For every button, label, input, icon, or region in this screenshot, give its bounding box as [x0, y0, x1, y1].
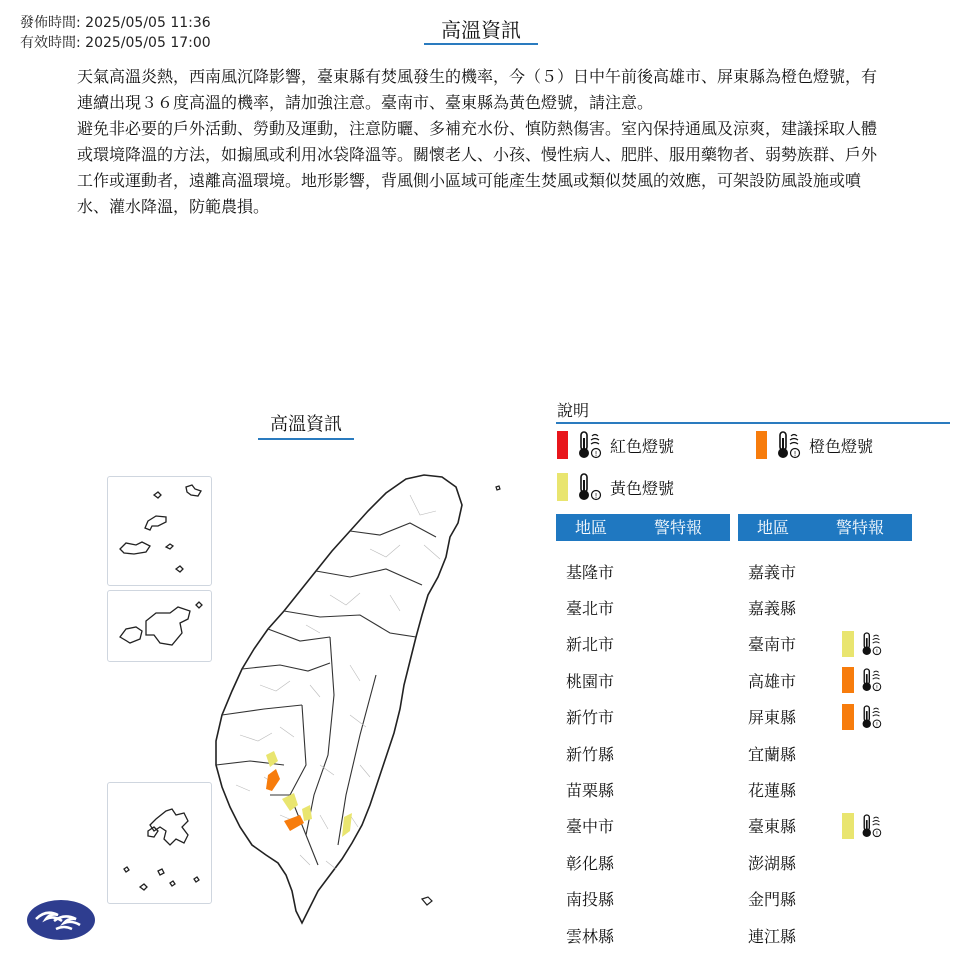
svg-text:!: !	[875, 685, 879, 692]
region-name: 金門縣	[748, 890, 797, 910]
thermometer-fire-icon	[775, 430, 801, 460]
table-row	[566, 847, 646, 877]
thermometer-fire-icon	[860, 812, 882, 840]
red-swatch	[557, 431, 568, 459]
orange-swatch	[756, 431, 767, 459]
table-row	[566, 592, 646, 622]
table-row	[748, 629, 882, 659]
svg-text:!: !	[793, 450, 797, 458]
warning-indicator	[842, 812, 882, 840]
region-name: 彰化縣	[566, 853, 615, 873]
advisory-text	[77, 64, 887, 220]
region-name: 桃園市	[566, 671, 615, 691]
table-row	[748, 702, 882, 732]
region-name: 臺南市	[748, 635, 797, 655]
table-row	[748, 920, 828, 950]
table-header-right	[738, 514, 912, 541]
column-region-left: 地區	[574, 518, 607, 537]
table-row	[748, 811, 882, 841]
thermometer-fire-icon	[576, 430, 602, 460]
svg-text:!: !	[875, 831, 879, 838]
table-row	[566, 702, 646, 732]
region-name: 澎湖縣	[748, 853, 797, 873]
matsu-inset	[107, 476, 212, 586]
region-name: 嘉義市	[748, 562, 797, 582]
taiwan-map	[210, 465, 510, 935]
penghu-inset	[107, 782, 212, 904]
table-row	[748, 738, 828, 768]
advisory-paragraph-2: 避免非必要的戶外活動、勞動及運動，注意防曬、多補充水份、慎防熱傷害。室內保持通風及涼爽，建議採取人體或環境降溫的方法，如搧風或利用冰袋降溫等。關懷老人、小孩、慢性病人、肥胖、服用藥物者、弱勢族群、戶外工作或運動者，遠離高溫環境。地形影響，背風側小區域可能產生焚風或類似焚風的效應，可架設防風設施或噴水、灌水降溫，防範農損。	[77, 119, 878, 216]
table-row	[566, 738, 646, 768]
cwa-logo	[26, 899, 96, 941]
kinmen-inset	[107, 590, 212, 662]
svg-text:!: !	[594, 450, 598, 458]
table-row	[748, 665, 882, 695]
column-region-right: 地區	[756, 518, 789, 537]
region-name: 臺中市	[566, 817, 615, 837]
region-name: 雲林縣	[566, 926, 615, 946]
thermometer-fire-icon	[860, 666, 882, 694]
guishan-island	[496, 486, 500, 490]
region-name: 連江縣	[748, 926, 797, 946]
legend-label-orange: 橙色燈號	[809, 436, 874, 456]
taiwan-outline	[216, 475, 462, 923]
legend-divider	[556, 422, 950, 424]
map-title: 高溫資訊	[258, 412, 354, 440]
table-row	[566, 774, 646, 804]
region-name: 高雄市	[748, 671, 797, 691]
yellow-swatch	[557, 473, 568, 501]
region-name: 嘉義縣	[748, 598, 797, 618]
valid-label: 有效時間:	[20, 35, 81, 51]
warning-indicator	[842, 630, 882, 658]
region-name: 臺北市	[566, 598, 615, 618]
legend-label-yellow: 黃色燈號	[610, 478, 675, 498]
table-row	[748, 847, 828, 877]
matsu-islands	[108, 477, 211, 585]
yellow-swatch	[842, 631, 854, 657]
warning-indicator	[842, 703, 882, 731]
svg-text:!: !	[594, 492, 598, 500]
valid-time: 2025/05/05 17:00	[85, 35, 211, 51]
legend-title: 說明	[557, 401, 590, 420]
column-warning-right: 警特報	[835, 518, 884, 537]
table-row	[566, 920, 646, 950]
table-row	[748, 774, 828, 804]
region-name: 屏東縣	[748, 708, 797, 728]
page-title: 高溫資訊	[424, 17, 538, 45]
table-row	[566, 556, 646, 586]
region-name: 新北市	[566, 635, 615, 655]
advisory-paragraph-1: 天氣高溫炎熱，西南風沉降影響，臺東縣有焚風發生的機率，今（５）日中午前後高雄市、屏東縣為橙色燈號，有連續出現３６度高溫的機率，請加強注意。臺南市、臺東縣為黃色燈號，請注意。	[77, 67, 878, 112]
svg-text:!: !	[875, 721, 879, 728]
penghu-islands	[108, 783, 211, 903]
region-name: 宜蘭縣	[748, 744, 797, 764]
column-warning-left: 警特報	[653, 518, 702, 537]
region-name: 花蓮縣	[748, 780, 797, 800]
thermometer-icon	[576, 472, 602, 502]
legend-item-yellow	[557, 472, 674, 502]
orange-swatch	[842, 704, 854, 730]
thermometer-fire-icon	[860, 630, 882, 658]
table-row	[566, 665, 646, 695]
region-name: 新竹市	[566, 708, 615, 728]
svg-text:!: !	[875, 649, 879, 656]
green-island	[422, 897, 432, 905]
issued-label: 發佈時間:	[20, 15, 81, 31]
region-name: 新竹縣	[566, 744, 615, 764]
legend-item-red	[557, 430, 674, 460]
region-name: 苗栗縣	[566, 780, 615, 800]
table-header-left	[556, 514, 730, 541]
warning-indicator	[842, 666, 882, 694]
legend-label-red: 紅色燈號	[610, 436, 675, 456]
table-row	[566, 811, 646, 841]
orange-swatch	[842, 667, 854, 693]
issued-time: 2025/05/05 11:36	[85, 15, 211, 31]
table-row	[748, 884, 828, 914]
region-name: 基隆市	[566, 562, 615, 582]
issue-info	[20, 13, 211, 53]
legend-item-orange	[756, 430, 873, 460]
region-name: 臺東縣	[748, 817, 797, 837]
kinmen-islands	[108, 591, 211, 661]
thermometer-fire-icon	[860, 703, 882, 731]
table-row	[748, 556, 828, 586]
table-row	[566, 629, 646, 659]
region-name: 南投縣	[566, 890, 615, 910]
table-row	[748, 592, 828, 622]
table-row	[566, 884, 646, 914]
yellow-swatch	[842, 813, 854, 839]
